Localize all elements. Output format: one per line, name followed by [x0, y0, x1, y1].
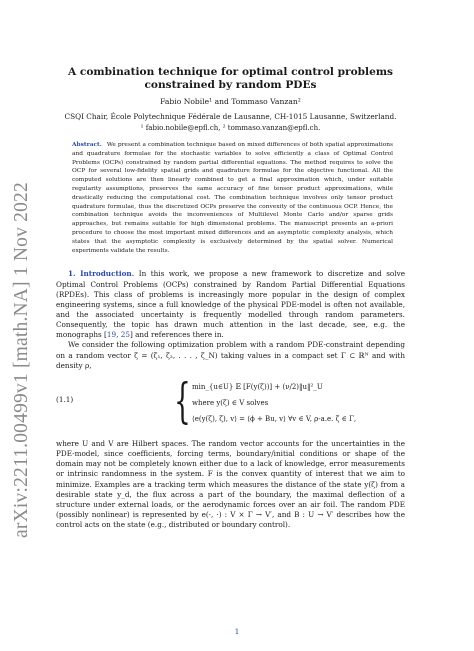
equation-number: (1.1) — [56, 394, 74, 404]
affiliation: CSQI Chair, École Polytechnique Fédérale de Lausanne, CH-1015 Lausanne, Switzerland. — [64, 112, 397, 121]
citation-link[interactable]: 25 — [120, 330, 130, 340]
title-line-2: constrained by random PDEs — [144, 79, 317, 91]
citation-link[interactable]: 19 — [106, 330, 117, 340]
abstract-text: We present a combination technique based on mixed differences of both spatial approximations and quadrature formulae for the stochastic variables to solve efficiently a class of Optimal Control Problems (OCPs) constrained by random partial differential equations. The method requires to solve the OCP for several low-fidelity spatial grids and quadrature formulae for the objective functional. All the computed solutions are then linearly combined to get a final approximation which, under suitable regularity assumptions, preserves the same accuracy of fine tensor product approximations, while drastically reducing the computational cost. The combination technique involves only tensor product quadrature formulae, thus the discretized OCPs preserve the convexity of the continuous OCP. Hence, the combination technique avoids the inconveniences of Multilevel Monte Carlo and/or sparse grids approaches, but remains suitable for high dimensional problems. The manuscript presents an a-priori procedure to choose the most important mixed differences and an asymptotic complexity analysis, which states that the asymptotic complexity is exclusively determined by the spatial solver. Numerical experiments validate the results. — [72, 142, 394, 254]
equation-1-1 — [56, 372, 405, 431]
section-title: Introduction. — [80, 269, 135, 279]
equation-lines — [192, 379, 356, 427]
equation-line-1: min_{u∈U} 𝔼 [F(y(ζ))] + (ν/2)‖u‖²_U — [192, 382, 323, 391]
left-brace: { — [174, 372, 191, 429]
equation-line-3: ⟨e(y(ζ), ζ), v⟩ = ⟨ϕ + Bu, v⟩ ∀v ∈ V, ρ-a.e. ζ ∈ Γ, — [192, 414, 357, 423]
paper-body — [56, 269, 405, 530]
intro-paragraph-2: We consider the following optimization problem with a random PDE-constraint depending on a random vector ζ = (ζ₁, ζ₂, . . . , ζ_N) taking values in a compact set Γ ⊂ ℝᴺ and with density ρ, — [56, 340, 405, 370]
section-number: 1. — [68, 269, 76, 279]
paper-title — [56, 66, 405, 92]
arxiv-identifier: arXiv:2211.00499v1 [math.NA] 1 Nov 2022 — [11, 182, 32, 538]
page-number: 1 — [234, 627, 240, 636]
intro-text: In this work, we propose a new framework to discretize and solve Optimal Control Problems (OCPs) constrained by Random Partial Differential Equations (RPDEs). This class of problems is increasingly more popular in the design of complex engineering systems, since a full knowledge of the physical PDE-model is often not available, and the associated uncertainty is frequently modelled through random parameters. Consequently, the topic has drawn much attention in the last decade, see, e.g. the monographs — [56, 269, 405, 340]
equation-line-2: where y(ζ) ∈ V solves — [192, 398, 269, 407]
arxiv-side-stamp — [9, 150, 35, 570]
abstract-label: Abstract. — [72, 142, 102, 148]
paper-content — [56, 66, 405, 530]
abstract — [72, 141, 393, 255]
title-line-1: A combination technique for optimal control problems — [68, 66, 393, 78]
intro-paragraph-1: 1. Introduction. In this work, we propose a new framework to discretize and solve Optimal Control Problems (OCPs) constrained by Random Partial Differential Equations (RPDEs). This class of problems is increasingly more popular in the design of complex engineering systems, since a full knowledge of the physical PDE-model is often not available, and the associated uncertainty is frequently modelled through random parameters. Consequently, the topic has drawn much attention in the last decade, see, e.g. the monographs [19, 25] and references there in. — [56, 269, 405, 340]
paragraph-3: where U and V are Hilbert spaces. The random vector accounts for the uncertainties in the PDE-model, since coefficients, forcing terms, boundary/initial conditions or shape of the domain may not be completely known either due to a lack of knowledge, error measurements or intrinsic randomness in the system. F is the convex quantity of interest that we aim to minimize. Examples are a tracking term which measures the distance of the state y(ζ) from a desirable state y_d, the flux across a part of the boundary, the maximal deflection of a structure under external loads, or the aerodynamic forces over an air foil. The random PDE (possibly nonlinear) is represented by e(·, ·) : V × Γ → V′, and B : U → V′ describes how the control acts on the state (e.g., distributed or boundary control). — [56, 438, 405, 530]
intro-text-end: and references there in. — [135, 330, 224, 340]
author-emails: ¹ fabio.nobile@epfl.ch, ² tommaso.vanzan@epfl.ch. — [140, 124, 321, 132]
authors: Fabio Nobile¹ and Tommaso Vanzan² — [160, 97, 301, 106]
